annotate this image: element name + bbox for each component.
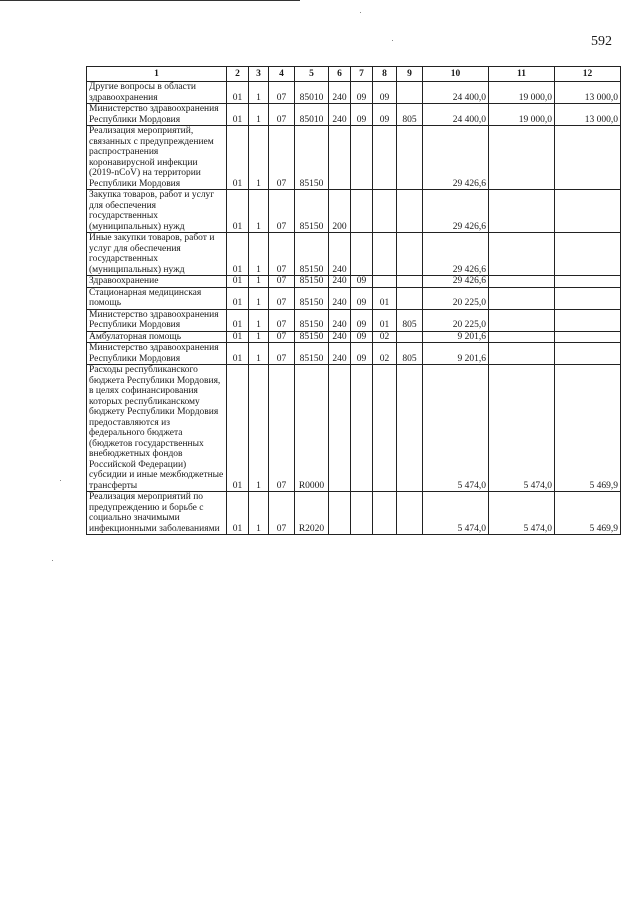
row-name-cell: Закупка товаров, работ и услуг для обеспечения государственных (муниципальных) нужд xyxy=(87,190,227,233)
table-cell xyxy=(397,126,423,190)
table-cell xyxy=(489,287,555,309)
table-cell xyxy=(489,190,555,233)
table-cell xyxy=(329,492,351,535)
table-cell: 5 474,0 xyxy=(423,365,489,492)
table-row xyxy=(87,233,621,276)
scan-speck xyxy=(392,40,393,41)
table-cell: 09 xyxy=(351,104,373,126)
table-row xyxy=(87,104,621,126)
table-cell: 1 xyxy=(249,104,269,126)
table-cell: 07 xyxy=(269,343,295,365)
table-cell: 01 xyxy=(227,331,249,343)
table-cell: 240 xyxy=(329,309,351,331)
table-cell: 1 xyxy=(249,287,269,309)
table-cell: 01 xyxy=(227,126,249,190)
table-cell: 5 474,0 xyxy=(489,365,555,492)
table-cell xyxy=(555,309,621,331)
table-cell: 07 xyxy=(269,309,295,331)
header-cell: 11 xyxy=(489,67,555,82)
table-cell: 09 xyxy=(351,276,373,288)
table-row xyxy=(87,287,621,309)
table-cell: 07 xyxy=(269,126,295,190)
table-cell xyxy=(397,82,423,104)
table-cell: 240 xyxy=(329,233,351,276)
row-name-cell: Реализация мероприятий по предупреждению и борьбе с социально значимыми инфекционными заболеваниями xyxy=(87,492,227,535)
table-cell xyxy=(329,365,351,492)
table-cell xyxy=(555,276,621,288)
top-rule xyxy=(0,0,300,1)
table-cell: 09 xyxy=(351,331,373,343)
table-cell: 1 xyxy=(249,309,269,331)
table-cell: 01 xyxy=(227,104,249,126)
table-cell xyxy=(351,190,373,233)
table-cell xyxy=(351,492,373,535)
table-cell: 5 474,0 xyxy=(423,492,489,535)
table-cell: 24 400,0 xyxy=(423,104,489,126)
table-cell xyxy=(373,276,397,288)
table-cell: 9 201,6 xyxy=(423,343,489,365)
table-cell: 1 xyxy=(249,276,269,288)
table-cell: 01 xyxy=(227,365,249,492)
table-cell: 07 xyxy=(269,233,295,276)
table-cell xyxy=(397,233,423,276)
table-cell xyxy=(397,287,423,309)
table-cell: 29 426,6 xyxy=(423,276,489,288)
table-cell xyxy=(555,287,621,309)
table-row xyxy=(87,276,621,288)
table-cell xyxy=(329,126,351,190)
table-cell: 19 000,0 xyxy=(489,82,555,104)
budget-table xyxy=(86,66,621,535)
table-cell: 1 xyxy=(249,190,269,233)
table-cell: 1 xyxy=(249,82,269,104)
table-cell: 85150 xyxy=(295,309,329,331)
table-cell xyxy=(373,190,397,233)
table-cell: 07 xyxy=(269,365,295,492)
table-cell: 5 474,0 xyxy=(489,492,555,535)
table-cell: 01 xyxy=(227,82,249,104)
table-row xyxy=(87,331,621,343)
row-name-cell: Иные закупки товаров, работ и услуг для обеспечения государственных (муниципальных) нужд xyxy=(87,233,227,276)
table-cell: 1 xyxy=(249,233,269,276)
table-cell xyxy=(397,190,423,233)
table-cell: 07 xyxy=(269,82,295,104)
table-cell: 85150 xyxy=(295,343,329,365)
table-cell xyxy=(373,365,397,492)
table-cell xyxy=(397,276,423,288)
table-cell: R2020 xyxy=(295,492,329,535)
table-cell: 85150 xyxy=(295,287,329,309)
table-cell: 01 xyxy=(227,343,249,365)
table-cell xyxy=(351,365,373,492)
row-name-cell: Стационарная медицинская помощь xyxy=(87,287,227,309)
table-cell: 85150 xyxy=(295,276,329,288)
table-cell: 09 xyxy=(373,82,397,104)
table-cell xyxy=(489,233,555,276)
table-cell xyxy=(489,331,555,343)
table-cell: 09 xyxy=(351,309,373,331)
table-cell xyxy=(555,343,621,365)
table-cell: 02 xyxy=(373,331,397,343)
table-cell xyxy=(373,233,397,276)
table-cell xyxy=(373,492,397,535)
table-cell: 85150 xyxy=(295,126,329,190)
row-name-cell: Министерство здравоохранения Республики Мордовия xyxy=(87,104,227,126)
table-cell: 805 xyxy=(397,343,423,365)
table-cell: 29 426,6 xyxy=(423,233,489,276)
table-row xyxy=(87,126,621,190)
header-cell: 9 xyxy=(397,67,423,82)
table-cell: 07 xyxy=(269,492,295,535)
table-cell: 19 000,0 xyxy=(489,104,555,126)
table-cell: 07 xyxy=(269,276,295,288)
table-cell: 20 225,0 xyxy=(423,309,489,331)
table-cell: 5 469,9 xyxy=(555,365,621,492)
row-name-cell: Расходы республиканского бюджета Республики Мордовия, в целях софинансирования которых республиканскому бюджету Республики Мордовия предоставляются из федерального бюджета (бюджетов государственных внебюджетных фондов Российской Федерации) субсидии и иные межбюджетные трансферты xyxy=(87,365,227,492)
table-cell xyxy=(351,233,373,276)
table-cell: 805 xyxy=(397,309,423,331)
table-cell: 240 xyxy=(329,343,351,365)
header-cell: 3 xyxy=(249,67,269,82)
table-cell: 85150 xyxy=(295,233,329,276)
table-cell xyxy=(489,343,555,365)
table-cell: 07 xyxy=(269,287,295,309)
table-cell xyxy=(555,233,621,276)
table-cell: 01 xyxy=(227,287,249,309)
header-cell: 6 xyxy=(329,67,351,82)
table-row xyxy=(87,309,621,331)
table-row xyxy=(87,492,621,535)
scan-speck xyxy=(60,480,61,481)
table-cell: 07 xyxy=(269,331,295,343)
table-cell: 01 xyxy=(227,492,249,535)
table-cell xyxy=(351,126,373,190)
table-cell: 1 xyxy=(249,331,269,343)
table-cell: 13 000,0 xyxy=(555,104,621,126)
table-cell xyxy=(489,126,555,190)
header-cell: 12 xyxy=(555,67,621,82)
table-cell: 1 xyxy=(249,492,269,535)
table-cell xyxy=(555,331,621,343)
header-cell: 1 xyxy=(87,67,227,82)
table-cell: 29 426,6 xyxy=(423,190,489,233)
row-name-cell: Министерство здравоохранения Республики Мордовия xyxy=(87,309,227,331)
row-name-cell: Амбулаторная помощь xyxy=(87,331,227,343)
table-cell xyxy=(373,126,397,190)
table-row xyxy=(87,190,621,233)
row-name-cell: Министерство здравоохранения Республики Мордовия xyxy=(87,343,227,365)
table-cell: 85150 xyxy=(295,331,329,343)
table-row xyxy=(87,343,621,365)
table-cell xyxy=(397,365,423,492)
table-cell: 1 xyxy=(249,126,269,190)
table-cell: 13 000,0 xyxy=(555,82,621,104)
table-cell: 01 xyxy=(373,309,397,331)
row-name-cell: Другие вопросы в области здравоохранения xyxy=(87,82,227,104)
page-number: 592 xyxy=(591,34,612,49)
scan-speck xyxy=(52,560,53,561)
row-name-cell: Здравоохранение xyxy=(87,276,227,288)
table-cell xyxy=(555,190,621,233)
table-cell: 09 xyxy=(373,104,397,126)
header-cell: 8 xyxy=(373,67,397,82)
table-cell: 805 xyxy=(397,104,423,126)
header-cell: 5 xyxy=(295,67,329,82)
header-cell: 2 xyxy=(227,67,249,82)
table-cell: 85150 xyxy=(295,190,329,233)
table-cell: 01 xyxy=(227,233,249,276)
table-cell: 85010 xyxy=(295,104,329,126)
header-cell: 10 xyxy=(423,67,489,82)
table-row xyxy=(87,365,621,492)
row-name-cell: Реализация мероприятий, связанных с предупреждением распространения коронавирусной инфекции (2019-nCoV) на территории Республики Мордовия xyxy=(87,126,227,190)
table-cell: 85010 xyxy=(295,82,329,104)
table-row xyxy=(87,82,621,104)
table-cell: 29 426,6 xyxy=(423,126,489,190)
table-cell xyxy=(397,331,423,343)
table-cell: 1 xyxy=(249,365,269,492)
table-cell: 24 400,0 xyxy=(423,82,489,104)
table-cell: 5 469,9 xyxy=(555,492,621,535)
table-cell: 09 xyxy=(351,287,373,309)
table-cell: 02 xyxy=(373,343,397,365)
table-cell: 9 201,6 xyxy=(423,331,489,343)
table-cell: 1 xyxy=(249,343,269,365)
table-cell: 09 xyxy=(351,343,373,365)
table-cell: 07 xyxy=(269,190,295,233)
table-cell: 09 xyxy=(351,82,373,104)
table-cell xyxy=(489,276,555,288)
table-cell: 240 xyxy=(329,287,351,309)
table-cell: 01 xyxy=(227,309,249,331)
header-row xyxy=(87,67,621,82)
table-cell xyxy=(555,126,621,190)
header-cell: 7 xyxy=(351,67,373,82)
table-cell xyxy=(397,492,423,535)
table-cell: 20 225,0 xyxy=(423,287,489,309)
table-cell: R0000 xyxy=(295,365,329,492)
table-cell: 240 xyxy=(329,331,351,343)
table-cell: 01 xyxy=(373,287,397,309)
table-cell: 01 xyxy=(227,276,249,288)
table-cell: 200 xyxy=(329,190,351,233)
scan-speck xyxy=(360,12,361,13)
table-cell: 240 xyxy=(329,104,351,126)
table-cell: 240 xyxy=(329,276,351,288)
table-cell xyxy=(489,309,555,331)
table-cell: 01 xyxy=(227,190,249,233)
table-cell: 07 xyxy=(269,104,295,126)
table-cell: 240 xyxy=(329,82,351,104)
header-cell: 4 xyxy=(269,67,295,82)
